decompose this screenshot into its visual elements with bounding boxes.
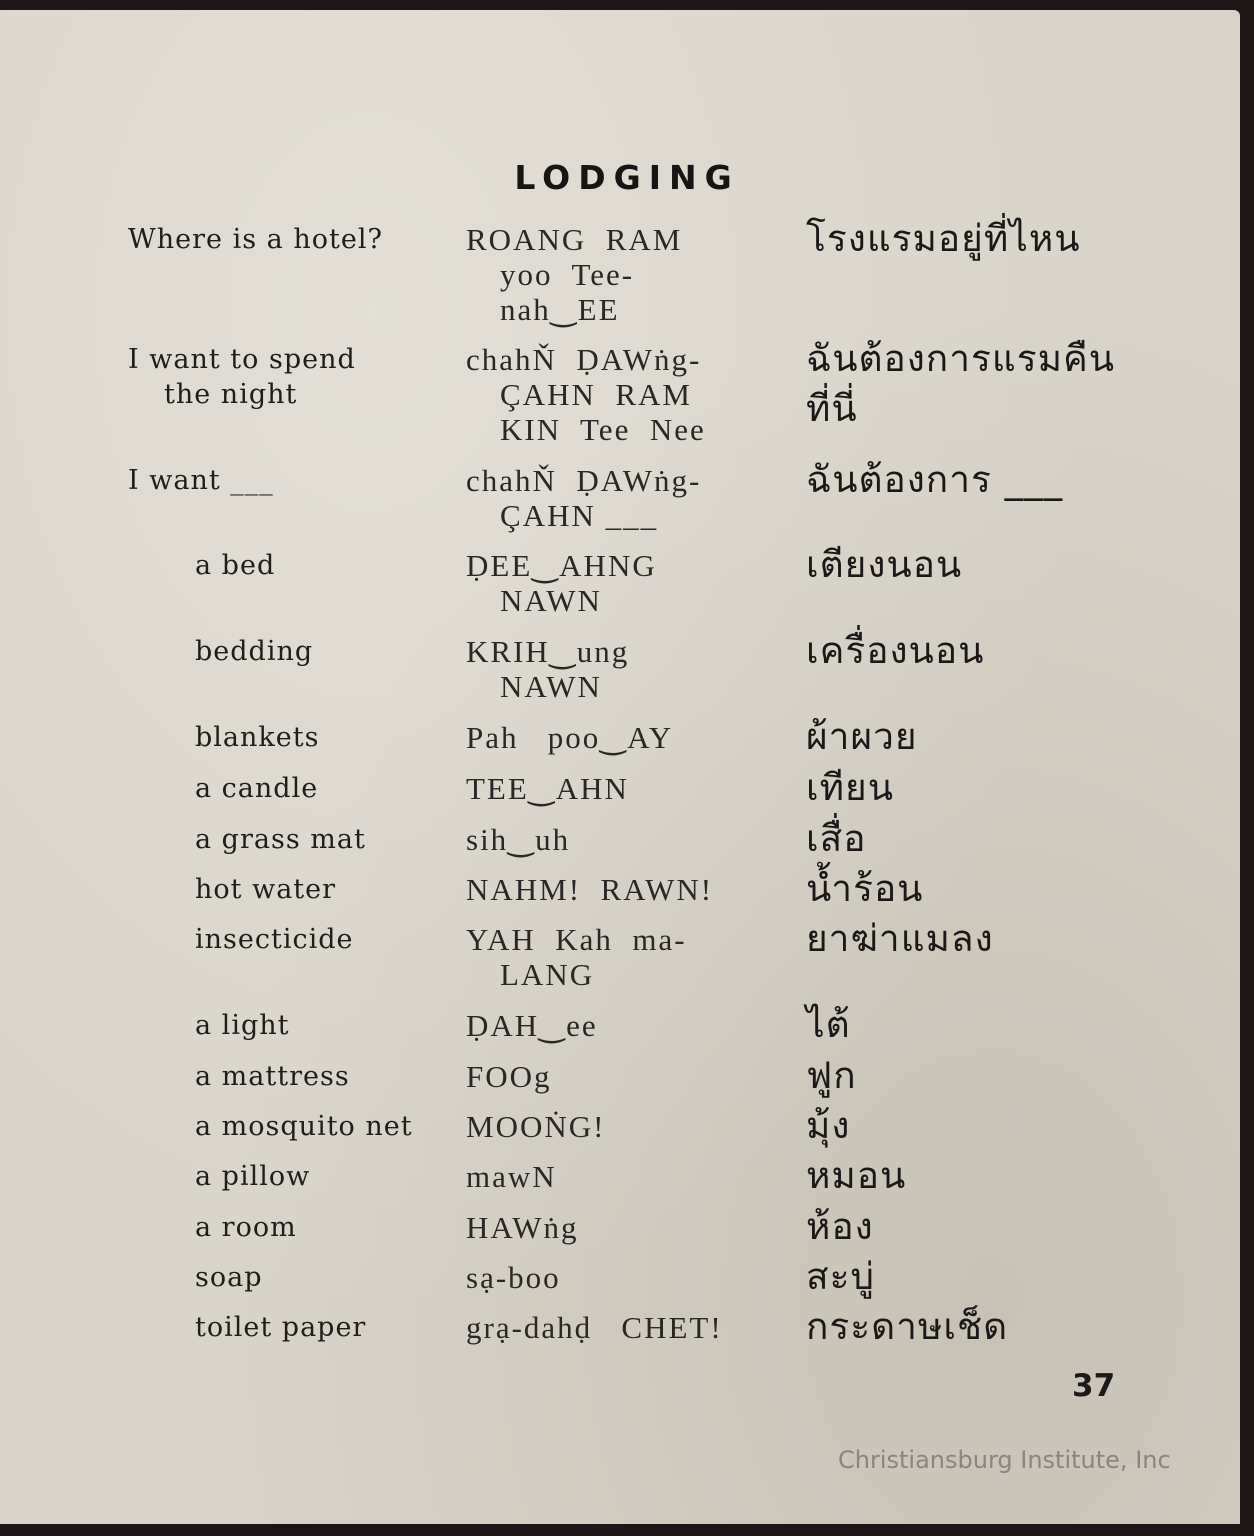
phonetic-line: NAWN — [500, 669, 602, 704]
page-number: 37 — [1072, 1368, 1116, 1404]
thai-line: ฟูก — [806, 1054, 857, 1097]
phonetic-line: KRIH‿ung — [466, 634, 630, 669]
thai-script — [806, 996, 851, 1054]
thai-line: ที่นี่ — [806, 387, 858, 430]
english-line: hot water — [195, 874, 337, 905]
phonetic-line: YAH Kah ma- — [466, 922, 687, 957]
thai-script — [806, 708, 918, 766]
phonetic-line: ḌAH‿ee — [466, 1008, 598, 1043]
phonetic-line: NAHM! RAWN! — [466, 872, 714, 907]
english-phrase — [195, 548, 275, 583]
thai-line: เครื่องนอน — [806, 629, 985, 672]
phonetic-line: Pah poo‿AY — [466, 720, 674, 755]
phonetic-line: nah‿EE — [500, 292, 620, 327]
english-line: a grass mat — [195, 824, 366, 855]
english-phrase — [195, 1008, 289, 1043]
phonetic-transcription — [466, 342, 706, 447]
english-phrase — [128, 463, 274, 498]
thai-line: ฉันต้องการแรมคืน — [806, 337, 1116, 380]
english-phrase — [195, 872, 336, 907]
phonetic-line: ÇAHN RAM — [500, 377, 692, 412]
thai-line: กระดาษเช็ด — [806, 1305, 1009, 1348]
phonetic-transcription — [466, 463, 701, 533]
phonetic-transcription — [466, 1059, 552, 1094]
phonetic-transcription — [466, 872, 713, 907]
english-phrase — [128, 342, 356, 412]
english-line: toilet paper — [195, 1312, 367, 1343]
phonetic-line: TEE‿AHN — [466, 771, 629, 806]
english-phrase — [195, 1210, 297, 1245]
thai-line: เทียน — [806, 766, 895, 809]
phonetic-line: NAWN — [500, 583, 602, 618]
thai-line: หมอน — [806, 1154, 907, 1197]
phonetic-line: chahŇ ḌAWṅg- — [466, 342, 702, 377]
thai-script — [806, 536, 962, 594]
english-line: a mattress — [195, 1061, 350, 1092]
phonetic-transcription — [466, 1109, 605, 1144]
thai-script — [806, 210, 1081, 268]
english-line: a light — [195, 1010, 290, 1041]
english-phrase — [195, 771, 318, 806]
thai-line: ห้อง — [806, 1205, 874, 1248]
english-line: insecticide — [195, 924, 354, 955]
english-line: Where is a hotel? — [128, 224, 383, 255]
english-line: a room — [195, 1212, 297, 1243]
phonetic-transcription — [466, 1260, 561, 1295]
phonetic-line: MOOṄG! — [466, 1109, 606, 1144]
english-line: I want ___ — [128, 465, 274, 496]
thai-line: ไต้ — [806, 1003, 851, 1046]
thai-line: โรงแรมอยู่ที่ไหน — [806, 217, 1081, 260]
english-line: I want to spend — [128, 344, 356, 375]
phonetic-transcription — [466, 1210, 579, 1245]
phonetic-line: FOOg — [466, 1059, 552, 1094]
phonetic-line: chahŇ ḌAWṅg- — [466, 463, 702, 498]
english-line: bedding — [195, 636, 314, 667]
phonetic-transcription — [466, 548, 657, 618]
english-phrase — [195, 1109, 413, 1144]
phonetic-transcription — [466, 1159, 557, 1194]
phonetic-transcription — [466, 1008, 598, 1043]
phonetic-line: grạ-dahḍ CHET! — [466, 1310, 723, 1345]
thai-line: ฉันต้องการ ___ — [806, 458, 1064, 501]
thai-line: เตียงนอน — [806, 543, 963, 586]
thai-line: น้ำร้อน — [806, 867, 924, 910]
english-line: soap — [195, 1262, 263, 1293]
phonetic-line: KIN Tee Nee — [500, 412, 706, 447]
english-line: a bed — [195, 550, 276, 581]
thai-script — [806, 1298, 1008, 1356]
thai-script — [806, 1147, 906, 1205]
phonetic-line: yoo Tee- — [500, 257, 635, 292]
thai-line: ยาฆ่าแมลง — [806, 917, 994, 960]
phonetic-transcription — [466, 771, 629, 806]
thai-script — [806, 910, 994, 968]
english-line: a mosquito net — [195, 1111, 413, 1142]
phonetic-transcription — [466, 1310, 723, 1345]
phonetic-line: ROANG RAM — [466, 222, 683, 257]
phonetic-line: ÇAHN ___ — [500, 498, 659, 533]
english-line: a pillow — [195, 1161, 311, 1192]
thai-script — [806, 330, 1115, 438]
english-phrase — [195, 1059, 350, 1094]
watermark: Christiansburg Institute, Inc — [838, 1446, 1171, 1474]
thai-script — [806, 451, 1063, 509]
phonetic-line: sih‿uh — [466, 822, 571, 857]
phonetic-transcription — [466, 222, 682, 327]
english-phrase — [195, 634, 313, 669]
english-line: a candle — [195, 773, 319, 804]
english-phrase — [128, 222, 383, 257]
english-phrase — [195, 1260, 263, 1295]
phonetic-line: mawN — [466, 1159, 557, 1194]
thai-line: เสื่อ — [806, 817, 867, 860]
phonetic-line: ḌEE‿AHNG — [466, 548, 657, 583]
phonetic-transcription — [466, 634, 629, 704]
thai-script — [806, 622, 984, 680]
english-line: blankets — [195, 722, 320, 753]
phonetic-line: HAWṅg — [466, 1210, 579, 1245]
english-phrase — [195, 822, 366, 857]
phonetic-transcription — [466, 822, 570, 857]
thai-line: สะบู่ — [806, 1255, 875, 1298]
english-phrase — [195, 1159, 310, 1194]
phonetic-line: LANG — [500, 957, 595, 992]
english-line: the night — [164, 379, 298, 410]
phonetic-transcription — [466, 720, 673, 755]
thai-line: ผ้าผวย — [806, 715, 918, 758]
english-phrase — [195, 922, 354, 957]
thai-line: มุ้ง — [806, 1104, 851, 1147]
thai-script — [806, 759, 894, 817]
phonetic-transcription — [466, 922, 687, 992]
page-title: LODGING — [514, 158, 740, 197]
english-phrase — [195, 1310, 366, 1345]
phonetic-line: sạ-boo — [466, 1260, 561, 1295]
english-phrase — [195, 720, 319, 755]
